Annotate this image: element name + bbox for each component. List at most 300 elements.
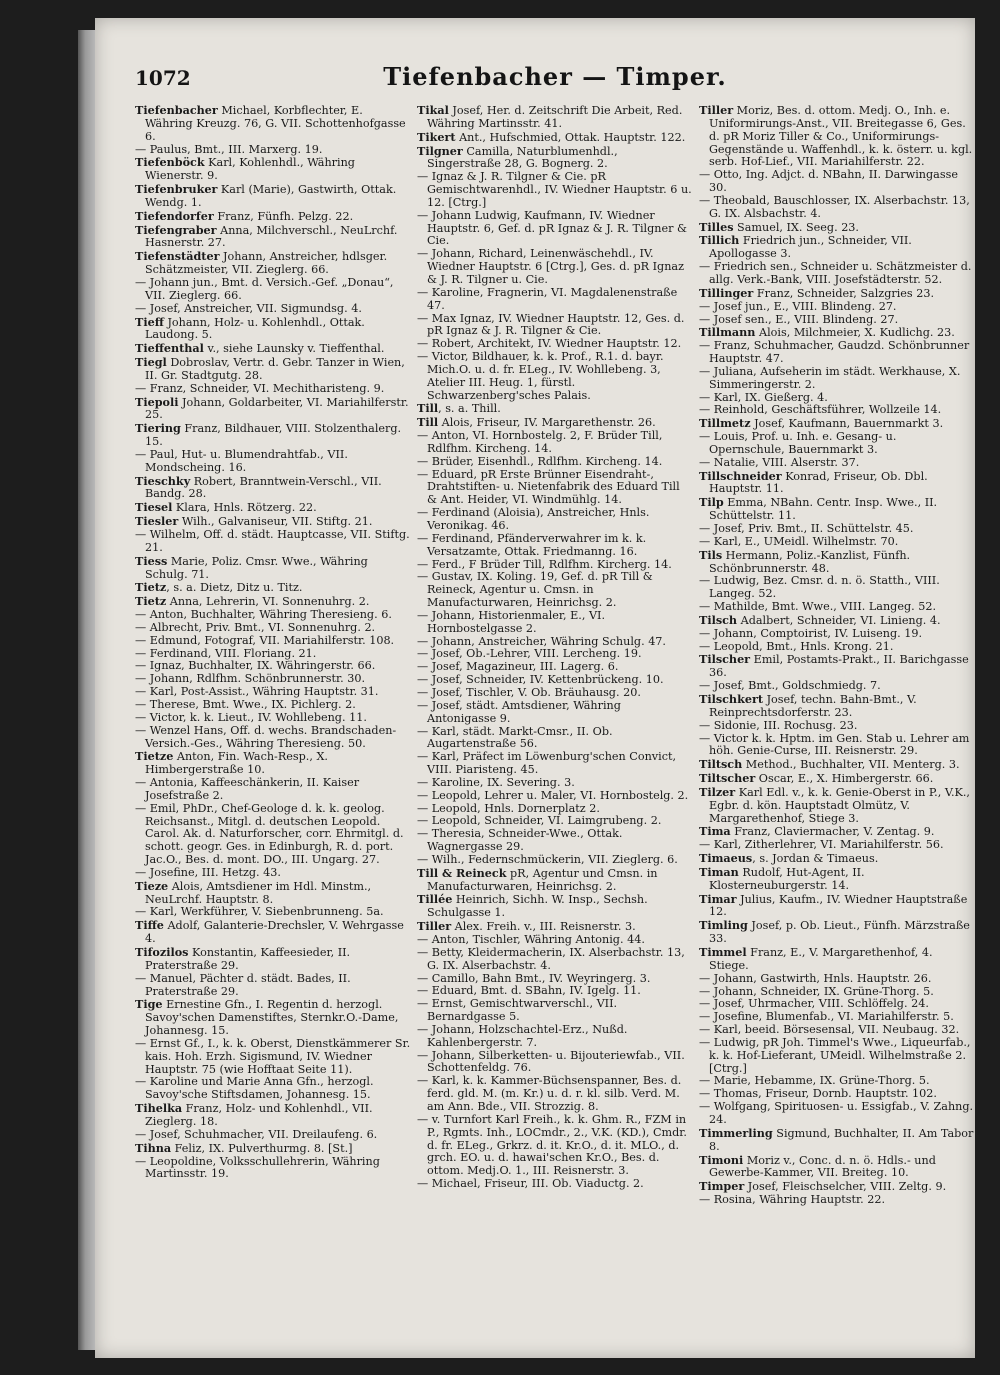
entry-details: Karl, Kohlenhdl., Währing Wienerstr. 9. — [145, 156, 355, 183]
entry-details: — Ferd., F Brüder Till, Rdlfhm. Kircherg. 14. — [417, 557, 672, 571]
entry-details: — Karl, IX. Gießerg. 4. — [699, 390, 828, 404]
directory-entry — [135, 515, 411, 529]
entry-details: — Johann, Schneider, IX. Grüne-Thorg. 5. — [699, 984, 934, 998]
entry-details: Konrad, Friseur, Ob. Dbl. Hauptstr. 11. — [709, 469, 928, 496]
entry-details: — Josef, Bmt., Goldschmiedg. 7. — [699, 679, 881, 693]
directory-entry — [417, 998, 693, 1024]
column-right — [699, 104, 975, 1344]
entry-details: — Karl, Zitherlehrer, VI. Mariahilferstr. 56. — [699, 838, 944, 852]
directory-entry — [135, 1129, 411, 1142]
directory-entry — [699, 733, 975, 759]
entry-surname: Tiefenstädter — [135, 249, 220, 264]
entry-details: Alois, Friseur, IV. Margarethenstr. 26. — [438, 416, 656, 430]
directory-entry — [699, 417, 975, 431]
entry-details: — Anton, VI. Hornbostelg. 2, F. Brüder Till, Rdlfhm. Kircheng. 14. — [417, 429, 663, 455]
directory-entry — [699, 1101, 975, 1127]
entry-details: — Theobald, Bauschlosser, IX. Alserbachstr. 13, G. IX. Alsbachstr. 4. — [699, 193, 970, 220]
directory-entry — [135, 250, 411, 277]
directory-entry — [417, 726, 693, 752]
entry-details: Dobroslav, Vertr. d. Gebr. Tanzer in Wien, II. Gr. Stadtgutg. 28. — [145, 356, 405, 382]
entry-details: Konstantin, Kaffeesieder, II. Praterstraße 29. — [145, 946, 351, 972]
directory-entry — [699, 946, 975, 973]
entry-details: Josef, Fleischselcher, VIII. Zeltg. 9. — [744, 1180, 947, 1194]
entry-surname: Tilsch — [699, 612, 738, 627]
directory-entry — [699, 852, 975, 866]
directory-entry — [417, 145, 693, 172]
entry-details: , s. Jordan & Timaeus. — [752, 852, 879, 866]
entry-details: — Karoline, Fragnerin, VI. Magdalenenstraße 47. — [417, 285, 678, 312]
entry-surname: Timan — [699, 864, 739, 879]
directory-entry — [417, 351, 693, 402]
directory-entry — [135, 303, 411, 316]
directory-entry — [417, 751, 693, 777]
directory-entry — [135, 422, 411, 449]
entry-details: — Franz, Schuhmacher, Gaudzd. Schönbrunner Hauptstr. 47. — [699, 339, 970, 366]
entry-details: — Josefine, III. Hetzg. 43. — [135, 865, 281, 879]
entry-details: Karl Edl. v., k. k. Genie-Oberst in P., V.K., Egbr. d. kön. Hauptstadt Olmütz, V. Margarethenhof, Stiege 3. — [709, 785, 970, 825]
entry-details: Feliz, IX. Pulverthurmg. 8. [St.] — [171, 1141, 353, 1155]
entry-surname: Tiltsch — [699, 757, 743, 772]
entry-details: Heinrich, Sichh. W. Insp., Sechsh. Schulgasse 1. — [427, 893, 648, 920]
entry-details: Alois, Amtsdiener im Hdl. Minstm., NeuLrchf. Hauptstr. 8. — [145, 879, 372, 906]
entry-details: pR, Agentur und Cmsn. in Manufacturwaren, Heinrichsg. 2. — [427, 866, 658, 893]
entry-details: — Johann jun., Bmt. d. Versich.-Gef. „Donau“, VII. Zieglerg. 66. — [135, 275, 394, 302]
directory-entry — [135, 867, 411, 880]
entry-details: — Paul, Hut- u. Blumendrahtfab., VII. Mondscheing. 16. — [135, 447, 348, 474]
directory-entry — [699, 470, 975, 497]
entry-details: — Wilh., Federnschmückerin, VII. Zieglerg. 6. — [417, 852, 678, 866]
entry-details: Julius, Kaufm., IV. Wiedner Hauptstraße 12. — [709, 892, 968, 919]
entry-details: — Victor k. k. Hptm. im Gen. Stab u. Lehrer am höh. Genie-Curse, III. Reisnerstr. 29. — [699, 731, 970, 758]
directory-entry — [417, 700, 693, 726]
directory-entry — [699, 893, 975, 920]
entry-surname: Tiefengraber — [135, 222, 217, 237]
entry-details: — Johann, Silberketten- u. Bijouteriewfab., VII. Schottenfeldg. 76. — [417, 1048, 685, 1075]
entry-details: Friedrich jun., Schneider, VII. Apollogasse 3. — [709, 234, 912, 261]
entry-details: — Wenzel Hans, Off. d. wechs. Brandschaden-Versich.-Ges., Währing Theresieng. 50. — [135, 723, 397, 750]
entry-details: Josef, Kaufmann, Bauernmarkt 3. — [750, 417, 944, 431]
entry-surname: Tillmann — [699, 325, 756, 340]
directory-entry — [699, 366, 975, 392]
directory-columns — [135, 104, 977, 1344]
entry-details: — Johann, Richard, Leinenwäschehdl., IV. Wiedner Hauptstr. 6 [Ctrg.], Ges. d. pR Ignaz & J. R. Tilgner u. Cie. — [417, 247, 684, 286]
entry-details: — Johann, Gastwirth, Hnls. Hauptstr. 26. — [699, 971, 932, 985]
directory-entry — [417, 1024, 693, 1050]
entry-details: — Ferdinand (Aloisia), Anstreicher, Hnls. Veronikag. 46. — [417, 506, 650, 532]
entry-details: Franz, Holz- und Kohlenhdl., VII. Zieglerg. 18. — [145, 1102, 373, 1128]
directory-entry — [135, 1102, 411, 1129]
entry-details: Method., Buchhalter, VII. Menterg. 3. — [742, 758, 960, 772]
entry-surname: Tiepoli — [135, 394, 179, 409]
entry-details: Ant., Hufschmied, Ottak. Hauptstr. 122. — [455, 130, 686, 144]
entry-details: — Josef, Uhrmacher, VIII. Schlöffelg. 24. — [699, 997, 929, 1011]
directory-entry — [699, 825, 975, 839]
directory-entry — [699, 919, 975, 946]
entry-details: — Wolfgang, Spirituosen- u. Essigfab., V. Zahng. 24. — [699, 1100, 974, 1126]
directory-entry — [135, 595, 411, 609]
entry-details: — Josef, Tischler, V. Ob. Bräuhausg. 20. — [417, 685, 641, 699]
directory-page — [95, 18, 975, 1358]
entry-details: — Juliana, Aufseherin im städt. Werkhause, X. Simmeringerstr. 2. — [699, 364, 961, 391]
directory-entry — [135, 183, 411, 210]
directory-entry — [135, 1142, 411, 1156]
entry-details: — Leopoldine, Volksschullehrerin, Währing Martinsstr. 19. — [135, 1154, 380, 1181]
entry-details: — Marie, Hebamme, IX. Grüne-Thorg. 5. — [699, 1074, 930, 1088]
entry-details: — Betty, Kleidermacherin, IX. Alserbachstr. 13, G. IX. Alserbachstr. 4. — [417, 945, 685, 972]
entry-details: — Josef, Magazineur, III. Lagerg. 6. — [417, 660, 619, 674]
entry-surname: Tiess — [135, 553, 168, 568]
directory-entry — [135, 210, 411, 224]
entry-surname: Tillmetz — [699, 416, 751, 431]
entry-details: Anna, Lehrerin, VI. Sonnenuhrg. 2. — [166, 595, 370, 609]
entry-surname: Till & Reineck — [417, 865, 507, 880]
directory-entry — [699, 287, 975, 301]
entry-details: — Josef, städt. Amtsdiener, Währing Antonigasse 9. — [417, 698, 621, 725]
entry-details: Moriz, Bes. d. ottom. Medj. O., Inh. e. Uniformirungs-Anst., VII. Breitegasse 6, Ges. d. pR Moriz Tiller & Co., Uniformirungs-Gegenstände u. Waffenhdl., k. k. österr. u. kgl. serb. Hof-Lief., VII. Mariahilferstr. 22. — [709, 104, 973, 169]
directory-entry — [699, 866, 975, 893]
directory-entry — [135, 104, 411, 144]
directory-entry — [135, 316, 411, 343]
entry-details: — Leopold, Lehrer u. Maler, VI. Hornbostelg. 2. — [417, 788, 689, 802]
directory-entry — [699, 575, 975, 601]
entry-details: — Otto, Ing. Adjct. d. NBahn, II. Darwingasse 30. — [699, 168, 958, 195]
directory-entry — [135, 973, 411, 999]
entry-details: — Leopold, Bmt., Hnls. Krong. 21. — [699, 639, 894, 653]
entry-details: — Josef, Schuhmacher, VII. Dreilaufeng. 6. — [135, 1127, 378, 1141]
entry-surname: Tietz — [135, 580, 167, 595]
entry-surname: Tieze — [135, 878, 169, 893]
entry-details: Alois, Milchmeier, X. Kudlichg. 23. — [755, 326, 955, 340]
directory-entry — [135, 224, 411, 251]
entry-details: — Friedrich sen., Schneider u. Schätzmeister d. allg. Verk.-Bank, VIII. Josefstädterstr. 52. — [699, 260, 972, 286]
entry-details: — Ludwig, pR Joh. Timmel's Wwe., Liqueurfab., k. k. Hof-Lieferant, UMeidl. Wilhelmstraße 2. [Ctrg.] — [699, 1035, 971, 1075]
directory-entry — [135, 501, 411, 515]
entry-surname: Tihna — [135, 1140, 172, 1155]
entry-surname: Tiesler — [135, 514, 179, 529]
entry-surname: Timoni — [699, 1152, 744, 1167]
directory-entry — [417, 210, 693, 249]
entry-surname: Tiltscher — [699, 771, 756, 786]
directory-entry — [699, 758, 975, 772]
entry-surname: Tieff — [135, 314, 164, 329]
directory-entry — [699, 601, 975, 614]
entry-details: Wilh., Galvaniseur, VII. Stiftg. 21. — [178, 515, 373, 529]
directory-entry — [135, 880, 411, 907]
directory-entry — [135, 555, 411, 582]
directory-entry — [135, 1038, 411, 1077]
entry-details: — Ernst Gf., I., k. k. Oberst, Dienstkämmerer Sr. kais. Hoh. Erzh. Sigismund, IV. Wiedner Hauptstr. 75 (wie Hofftaat Seite 11). — [135, 1036, 411, 1076]
entry-details: Michael, Korbflechter, E. Währing Kreuzg. 76, G. VII. Schottenhofgasse 6. — [145, 104, 406, 143]
directory-entry — [699, 693, 975, 720]
entry-details: — Emil, PhDr., Chef-Geologe d. k. k. geolog. Reichsanst., Mitgl. d. deutschen Leopold. Carol. Ak. d. Naturforscher, corr. Ehrmitgl. d. schott. geogr. Ges. in Edinburgh, R. d. port. Jac.O., Bes. d. mont. DO., III. Ungarg. 27. — [135, 801, 404, 867]
directory-entry — [699, 104, 975, 169]
entry-details: — Eduard, pR Erste Brünner Eisendraht-, Drahtstiften- u. Nietenfabrik des Eduard Till & Ant. Heider, VI. Windmühlg. 14. — [417, 467, 680, 507]
directory-entry — [417, 416, 693, 430]
entry-surname: Tilgner — [417, 143, 463, 158]
entry-surname: Tillschneider — [699, 468, 782, 483]
directory-entry — [417, 402, 693, 416]
entry-details: — Johann, Rdlfhm. Schönbrunnerstr. 30. — [135, 672, 366, 686]
directory-entry — [699, 536, 975, 549]
entry-details: Sigmund, Buchhalter, II. Am Tabor 8. — [709, 1126, 974, 1153]
entry-details: , s. a. Thill. — [438, 402, 501, 416]
entry-surname: Tikal — [417, 104, 449, 117]
entry-surname: Tige — [135, 997, 163, 1012]
entry-surname: Tiegl — [135, 355, 167, 370]
directory-entry — [699, 221, 975, 235]
directory-entry — [135, 396, 411, 423]
entry-details: — Natalie, VIII. Alserstr. 37. — [699, 455, 860, 469]
directory-entry — [417, 610, 693, 636]
entry-details: Franz, E., V. Margarethenhof, 4. Stiege. — [709, 946, 933, 972]
entry-details: — Karl, k. k. Kammer-Büchsenspanner, Bes. d. ferd. gld. M. (m. Kr.) u. d. r. kl. silb. Verd. M. am Ann. Bde., VII. Strozzig. 8. — [417, 1074, 682, 1113]
directory-entry — [417, 947, 693, 973]
directory-entry — [699, 786, 975, 826]
entry-details: — Paulus, Bmt., III. Marxerg. 19. — [135, 142, 323, 156]
directory-entry — [417, 828, 693, 854]
entry-surname: Tima — [699, 824, 731, 839]
entry-surname: Tiller — [699, 104, 734, 117]
entry-surname: Tiesel — [135, 500, 173, 515]
entry-surname: Tilscher — [699, 652, 751, 667]
entry-surname: Tilles — [699, 219, 734, 234]
directory-entry — [135, 475, 411, 502]
entry-surname: Tikert — [417, 129, 456, 144]
directory-entry — [135, 725, 411, 751]
directory-entry — [417, 313, 693, 339]
entry-surname: Tilzer — [699, 784, 736, 799]
directory-entry — [699, 1194, 975, 1207]
entry-surname: Till — [417, 415, 439, 430]
entry-details: Hermann, Poliz.-Kanzlist, Fünfh. Schönbrunnerstr. 48. — [709, 548, 911, 575]
entry-details: — Johann, Historienmaler, E., VI. Hornbostelgasse 2. — [417, 608, 606, 635]
entry-surname: Till — [417, 401, 439, 416]
directory-entry — [699, 1154, 975, 1181]
entry-details: Oscar, E., X. Himbergerstr. 66. — [755, 772, 934, 786]
entry-details: — Camillo, Bahn Bmt., IV. Weyringerg. 3. — [417, 971, 651, 985]
entry-surname: Timmel — [699, 945, 747, 959]
directory-entry — [135, 277, 411, 303]
directory-entry — [699, 234, 975, 261]
column-left — [135, 104, 411, 1344]
entry-details: Adolf, Galanterie-Drechsler, V. Wehrgasse 4. — [145, 919, 404, 946]
directory-entry — [135, 998, 411, 1038]
entry-details: — Josef, Priv. Bmt., II. Schüttelstr. 45. — [699, 522, 914, 535]
entry-details: Johann, Goldarbeiter, VI. Mariahilferstr. 25. — [145, 395, 409, 422]
directory-entry — [417, 571, 693, 610]
entry-surname: Tils — [699, 547, 723, 562]
directory-entry — [417, 1178, 693, 1191]
entry-details: — Ignaz, Buchhalter, IX. Währingerstr. 66. — [135, 659, 376, 673]
entry-surname: Timaeus — [699, 851, 753, 866]
entry-details: Marie, Poliz. Cmsr. Wwe., Währing Schulg. 71. — [145, 554, 368, 581]
entry-details: — Ignaz & J. R. Tilgner & Cie. pR Gemischtwarenhdl., IV. Wiedner Hauptstr. 6 u. 12. [Ctrg.] — [417, 170, 692, 209]
directory-entry — [135, 356, 411, 383]
entry-surname: Tiefenbruker — [135, 182, 218, 197]
directory-entry — [699, 1037, 975, 1076]
directory-entry — [699, 653, 975, 680]
entry-details: Moriz v., Conc. d. n. ö. Hdls.- und Gewerbe-Kammer, VII. Breiteg. 10. — [709, 1153, 936, 1180]
entry-details: — Anton, Buchhalter, Währing Theresieng. 6. — [135, 608, 392, 622]
directory-entry — [135, 750, 411, 777]
entry-details: — Robert, Architekt, IV. Wiedner Hauptstr. 12. — [417, 337, 682, 351]
entry-details: Johann, Anstreicher, hdlsger. Schätzmeister, VII. Zieglerg. 66. — [145, 250, 388, 277]
entry-details: — Albrecht, Priv. Bmt., VI. Sonnenuhrg. 2. — [135, 620, 376, 634]
entry-details: Rudolf, Hut-Agent, II. Klosterneuburgerstr. 14. — [709, 865, 865, 892]
entry-surname: Tieffenthal — [135, 341, 204, 356]
entry-surname: Tillée — [417, 892, 453, 907]
entry-details: Samuel, IX. Seeg. 23. — [733, 220, 859, 234]
entry-details: — Mathilde, Bmt. Wwe., VIII. Langeg. 52. — [699, 600, 937, 614]
entry-surname: Tiffe — [135, 918, 164, 933]
entry-details: — Antonia, Kaffeeschänkerin, II. Kaiser Josefstraße 2. — [135, 776, 360, 802]
entry-details: — Reinhold, Geschäftsführer, Wollzeile 14. — [699, 403, 942, 417]
directory-entry — [135, 919, 411, 946]
entry-details: Anna, Milchverschl., NeuLrchf. Hasnerstr. 27. — [145, 223, 398, 250]
entry-details: Alex. Freih. v., III. Reisnerstr. 3. — [451, 920, 636, 934]
entry-details: — Karl, Post-Assist., Währing Hauptstr. 31. — [135, 685, 379, 699]
entry-surname: Tilp — [699, 495, 724, 510]
directory-entry — [417, 131, 693, 145]
entry-details: Josef, p. Ob. Lieut., Fünfh. Märzstraße 33. — [709, 919, 970, 946]
directory-entry — [417, 469, 693, 508]
directory-entry — [417, 1114, 693, 1178]
directory-entry — [699, 772, 975, 786]
entry-details: — Josef, Anstreicher, VII. Sigmundsg. 4. — [135, 301, 362, 315]
directory-entry — [135, 906, 411, 919]
entry-details: — Johann Ludwig, Kaufmann, IV. Wiedner Hauptstr. 6, Gef. d. pR Ignaz & J. R. Tilgner & Cie. — [417, 208, 687, 248]
directory-entry — [417, 171, 693, 210]
entry-details: Johann, Holz- u. Kohlenhdl., Ottak. Laudong. 5. — [145, 315, 365, 342]
entry-details: — Anton, Tischler, Währing Antonig. 44. — [417, 933, 645, 946]
entry-details: — Sidonie, III. Rochusg. 23. — [699, 718, 858, 732]
column-middle — [417, 104, 693, 1344]
entry-details: Franz, Fünfh. Pelzg. 22. — [213, 209, 354, 223]
page-number: 1072 — [135, 66, 191, 90]
entry-details: — Gustav, IX. Koling. 19, Gef. d. pR Till & Reineck, Agentur u. Cmsn. in Manufacturwaren, Heinrichsg. 2. — [417, 570, 653, 610]
directory-entry — [699, 614, 975, 628]
directory-entry — [417, 248, 693, 287]
directory-entry — [699, 431, 975, 457]
entry-surname: Tietze — [135, 749, 174, 764]
directory-entry — [135, 156, 411, 183]
directory-entry — [699, 340, 975, 366]
entry-details: — Leopold, Hnls. Dornerplatz 2. — [417, 801, 600, 815]
entry-details: — Ferdinand, VIII. Floriang. 21. — [135, 646, 317, 660]
entry-details: — Michael, Friseur, III. Ob. Viaductg. 2. — [417, 1177, 644, 1191]
page-title: Tiefenbacher — Timper. — [383, 62, 727, 91]
directory-entry — [135, 777, 411, 803]
directory-entry — [135, 946, 411, 973]
entry-details: Anton, Fin. Wach-Resp., X. Himbergerstraße 10. — [145, 750, 328, 777]
directory-entry — [699, 1180, 975, 1194]
directory-entry — [135, 1076, 411, 1102]
entry-details: — Johann, Comptoirist, IV. Luiseng. 19. — [699, 626, 923, 640]
entry-details: — Eduard, Bmt. d. SBahn, IV. Igelg. 11. — [417, 984, 641, 998]
entry-surname: Timper — [699, 1179, 745, 1194]
directory-entry — [417, 287, 693, 313]
entry-details: — Brüder, Eisenhdl., Rdlfhm. Kircheng. 14. — [417, 454, 663, 468]
entry-details: — Josef, Ob.-Lehrer, VIII. Lercheng. 19. — [417, 647, 642, 661]
entry-details: — Ernst, Gemischtwarverschl., VII. Bernardgasse 5. — [417, 997, 618, 1024]
directory-entry — [417, 1050, 693, 1076]
directory-entry — [135, 803, 411, 867]
entry-details: — v. Turnfort Karl Freih., k. k. Ghm. R., FZM in P., Rgmts. Inh., LOCmdr., 2., V.K. (KD.), Cmdr. d. fr. ELeg., Grkrz. d. it. Kr.O., d. it. MLO., d. grch. EO. u. d. hawai'schen Kr.O., Bes. d. ottom. Medj.O. 1., III. Reisnerstr. 3. — [417, 1112, 687, 1178]
entry-details: Franz, Bildhauer, VIII. Stolzenthalerg. 15. — [145, 422, 402, 449]
directory-entry — [417, 104, 693, 131]
directory-entry — [699, 195, 975, 221]
entry-details: — Victor, k. k. Lieut., IV. Wohllebeng. 11. — [135, 710, 367, 724]
directory-entry — [417, 430, 693, 456]
directory-entry — [417, 920, 693, 934]
entry-details: — Josef jun., E., VIII. Blindeng. 27. — [699, 299, 897, 313]
entry-details: — Manuel, Pächter d. städt. Bades, II. Praterstraße 29. — [135, 971, 351, 998]
entry-surname: Tieschky — [135, 473, 191, 488]
entry-details: Robert, Branntwein-Verschl., VII. Bandg. 28. — [145, 474, 382, 501]
entry-details: — Edmund, Fotograf, VII. Mariahilferstr. 108. — [135, 633, 395, 647]
entry-surname: Tilschkert — [699, 691, 764, 706]
entry-details: — Karl, Präfect im Löwenburg'schen Convict, VIII. Piaristeng. 45. — [417, 750, 677, 777]
entry-details: — Thomas, Friseur, Dornb. Hauptstr. 102. — [699, 1087, 937, 1101]
entry-details: — Karl, Werkführer, V. Siebenbrunneng. 5a. — [135, 905, 384, 919]
entry-details: , s. a. Dietz, Ditz u. Titz. — [166, 581, 303, 595]
entry-details: — Josef, Schneider, IV. Kettenbrückeng. 10. — [417, 673, 664, 687]
entry-surname: Tillinger — [699, 285, 754, 300]
directory-entry — [417, 507, 693, 533]
directory-entry — [135, 449, 411, 475]
directory-entry — [417, 533, 693, 559]
directory-entry — [417, 1075, 693, 1114]
entry-details: — Karl, städt. Markt-Cmsr., II. Ob. Augartenstraße 56. — [417, 724, 613, 751]
page-header — [135, 60, 975, 100]
entry-details: — Ludwig, Bez. Cmsr. d. n. ö. Statth., VIII. Langeg. 52. — [699, 574, 940, 601]
entry-details: — Johann, Holzschachtel-Erz., Nußd. Kahlenbergerstr. 7. — [417, 1022, 628, 1049]
entry-surname: Tiefenböck — [135, 155, 205, 170]
directory-entry — [135, 342, 411, 356]
entry-details: Josef, techn. Bahn-Bmt., V. Reinprechtsdorferstr. 23. — [709, 692, 917, 719]
entry-details: Emma, NBahn. Centr. Insp. Wwe., II. Schüttelstr. 11. — [709, 496, 938, 523]
entry-surname: Timling — [699, 918, 748, 933]
entry-surname: Tiefenbacher — [135, 104, 218, 117]
directory-entry — [417, 893, 693, 920]
directory-entry — [699, 496, 975, 523]
entry-surname: Tiller — [417, 919, 452, 934]
entry-details: Franz, Schneider, Salzgries 23. — [753, 286, 934, 300]
entry-details: — Karoline, IX. Severing. 3. — [417, 775, 575, 789]
entry-details: — Wilhelm, Off. d. städt. Hauptcasse, VII. Stiftg. 21. — [135, 528, 410, 554]
entry-details: — Max Ignaz, IV. Wiedner Hauptstr. 12, Ges. d. pR Ignaz & J. R. Tilgner & Cie. — [417, 311, 685, 338]
entry-details: — Josefine, Blumenfab., VI. Mariahilferstr. 5. — [699, 1010, 954, 1024]
entry-details: — Karl, E., UMeidl. Wilhelmstr. 70. — [699, 534, 899, 548]
entry-surname: Tiering — [135, 421, 181, 436]
entry-details: — Ferdinand, Pfänderverwahrer im k. k. Versatzamte, Ottak. Friedmanng. 16. — [417, 531, 647, 558]
directory-entry — [699, 1127, 975, 1154]
entry-details: Adalbert, Schneider, VI. Linieng. 4. — [737, 613, 941, 627]
entry-surname: Tietz — [135, 594, 167, 609]
entry-details: — Johann, Anstreicher, Währing Schulg. 47. — [417, 634, 666, 648]
entry-details: — Karoline und Marie Anna Gfn., herzogl. Savoy'sche Stiftsdamen, Johannesg. 15. — [135, 1075, 374, 1102]
entry-surname: Tiefendorfer — [135, 208, 214, 223]
entry-details: Karl (Marie), Gastwirth, Ottak. Wendg. 1. — [145, 183, 397, 209]
entry-details: Josef, Her. d. Zeitschrift Die Arbeit, Red. Währing Martinsstr. 41. — [427, 104, 683, 130]
directory-entry — [699, 549, 975, 576]
directory-entry — [699, 169, 975, 195]
entry-details: Emil, Postamts-Prakt., II. Barichgasse 36. — [709, 653, 969, 680]
entry-details: — Victor, Bildhauer, k. k. Prof., R.1. d. bayr. Mich.O. u. d. fr. ELeg., IV. Wohllebeng. 3, Atelier III. Heug. 1, fürstl. Schwarzenberg'sches Palais. — [417, 350, 664, 402]
entry-details: — Leopold, Schneider, VI. Laimgrubeng. 2. — [417, 814, 662, 828]
entry-surname: Timmerling — [699, 1125, 773, 1140]
directory-entry — [417, 867, 693, 894]
